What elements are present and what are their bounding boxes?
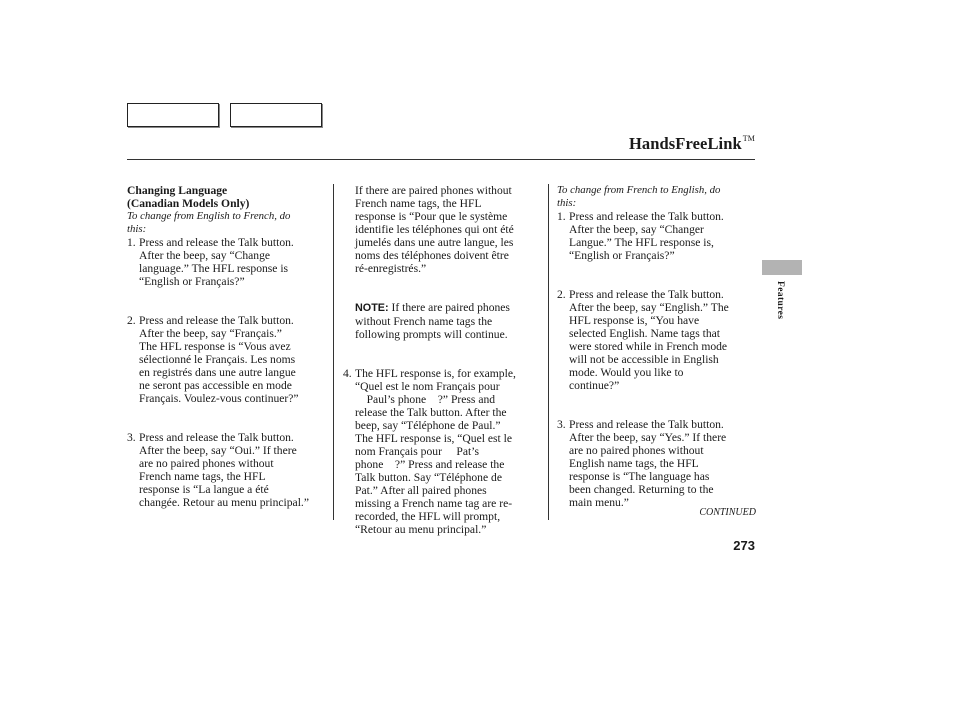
nav-button-table-of-contents[interactable] — [230, 103, 322, 127]
step-item — [557, 418, 757, 509]
step-number: 3. — [557, 418, 566, 431]
step-line: Français. Voulez-vous continuer?” — [139, 392, 299, 405]
column-divider — [548, 184, 549, 520]
note-label: NOTE: — [355, 302, 389, 314]
step-line: Press and release the Talk button. — [139, 431, 294, 444]
step-line: English name tags, the HFL — [569, 457, 699, 470]
step-line: Pat.” After all paired phones — [355, 484, 487, 497]
step-line: response is “La langue a été — [139, 483, 269, 496]
step-line: After the beep, say “Yes.” If there — [569, 431, 727, 444]
step-item — [557, 210, 757, 262]
step-item — [127, 314, 334, 405]
step-line: phone ?” Press and release the — [355, 458, 505, 471]
section-tab-label: Features — [775, 281, 785, 320]
step-item — [557, 288, 757, 392]
step-line: After the beep, say “Français.” — [139, 327, 282, 340]
step-line: Talk button. Say “Téléphone de — [355, 471, 502, 484]
title-rule — [127, 159, 755, 160]
step-line: Langue.” The HFL response is, — [569, 236, 714, 249]
step-line: mode. Would you like to — [569, 366, 684, 379]
step-line: After the beep, say “Changer — [569, 223, 704, 236]
page-number: 273 — [733, 538, 755, 553]
intro-line: this: — [127, 223, 147, 235]
step-number: 1. — [557, 210, 566, 223]
section-heading-line: Changing Language — [127, 184, 228, 197]
note-line — [355, 301, 541, 315]
section-heading-line: (Canadian Models Only) — [127, 197, 250, 210]
column-1 — [127, 184, 334, 509]
paragraph-line: ré-enregistrés.” — [355, 262, 427, 275]
step-number: 4. — [343, 367, 352, 380]
step-line: “Retour au menu principal.” — [355, 523, 487, 536]
step-line: ne seront pas accessible en mode — [139, 379, 292, 392]
step-line: “Quel est le nom Français pour — [355, 380, 500, 393]
step-item — [127, 431, 334, 509]
step-line: release the Talk button. After the — [355, 406, 507, 419]
note-text: If there are paired phones — [388, 301, 510, 314]
step-line: The HFL response is, “Quel est le — [355, 432, 513, 445]
note-line: following prompts will continue. — [355, 328, 508, 341]
step-line: Paul’s phone ?” Press and — [355, 393, 496, 406]
section-tab — [762, 260, 802, 275]
paragraph-line: If there are paired phones without — [355, 184, 512, 197]
step-item — [343, 367, 541, 536]
paragraph-line: identifie les téléphones qui ont été — [355, 223, 514, 236]
page-title — [629, 134, 755, 154]
step-line: Press and release the Talk button. — [569, 288, 724, 301]
instruction-intro — [557, 184, 757, 210]
step-number: 2. — [557, 288, 566, 301]
step-number: 3. — [127, 431, 136, 444]
continued-paragraph — [343, 184, 541, 275]
column-3 — [557, 184, 757, 509]
step-line: After the beep, say “Change — [139, 249, 271, 262]
step-line: nom Français pour Pat’s — [355, 445, 479, 458]
step-line: The HFL response is “Vous avez — [139, 340, 291, 353]
step-line: Press and release the Talk button. — [139, 314, 294, 327]
step-line: After the beep, say “Oui.” If there — [139, 444, 297, 457]
page-title-text: HandsFreeLink — [628, 134, 742, 153]
step-line: changée. Retour au menu principal.” — [139, 496, 309, 509]
section-heading — [127, 184, 334, 210]
intro-line: To change from French to English, do — [557, 184, 721, 196]
paragraph-line: response is “Pour que le système — [355, 210, 508, 223]
step-line: main menu.” — [569, 496, 629, 509]
step-line: selected English. Name tags that — [569, 327, 720, 340]
step-line: HFL response is, “You have — [569, 314, 700, 327]
step-line: Press and release the Talk button. — [569, 418, 724, 431]
step-line: missing a French name tag are re- — [355, 497, 513, 510]
instruction-intro — [127, 210, 334, 236]
step-line: After the beep, say “English.” The — [569, 301, 729, 314]
step-line: Press and release the Talk button. — [569, 210, 724, 223]
step-line: recorded, the HFL will prompt, — [355, 510, 501, 523]
step-line: The HFL response is, for example, — [355, 367, 516, 380]
step-line: response is “The language has — [569, 470, 710, 483]
trademark-mark: TM — [742, 134, 755, 143]
continued-label: CONTINUED — [699, 507, 756, 518]
paragraph-line: French name tags, the HFL — [355, 197, 482, 210]
step-line: French name tags, the HFL — [139, 470, 266, 483]
step-number: 1. — [127, 236, 136, 249]
step-line: language.” The HFL response is — [139, 262, 289, 275]
step-line: beep, say “Téléphone de Paul.” — [355, 419, 501, 432]
step-item — [127, 236, 334, 288]
step-number: 2. — [127, 314, 136, 327]
nav-button-main-menu[interactable] — [127, 103, 219, 127]
paragraph-line: noms des téléphones doivent être — [355, 249, 509, 262]
step-line: continue?” — [569, 379, 620, 392]
intro-line: this: — [557, 197, 577, 209]
note — [343, 301, 541, 341]
step-line: were stored while in French mode — [569, 340, 728, 353]
step-line: en registrés dans une autre langue — [139, 366, 296, 379]
step-line: will not be accessible in English — [569, 353, 719, 366]
step-line: sélectionné le Français. Les noms — [139, 353, 296, 366]
step-line: been changed. Returning to the — [569, 483, 714, 496]
note-line: without French name tags the — [355, 315, 493, 328]
paragraph-line: jumelés dans une autre langue, les — [355, 236, 514, 249]
step-line: are no paired phones without — [569, 444, 704, 457]
step-line: Press and release the Talk button. — [139, 236, 294, 249]
intro-line: To change from English to French, do — [127, 210, 291, 222]
step-line: are no paired phones without — [139, 457, 274, 470]
step-line: “English or Français?” — [569, 249, 675, 262]
step-line: “English or Français?” — [139, 275, 245, 288]
column-2 — [343, 184, 541, 536]
